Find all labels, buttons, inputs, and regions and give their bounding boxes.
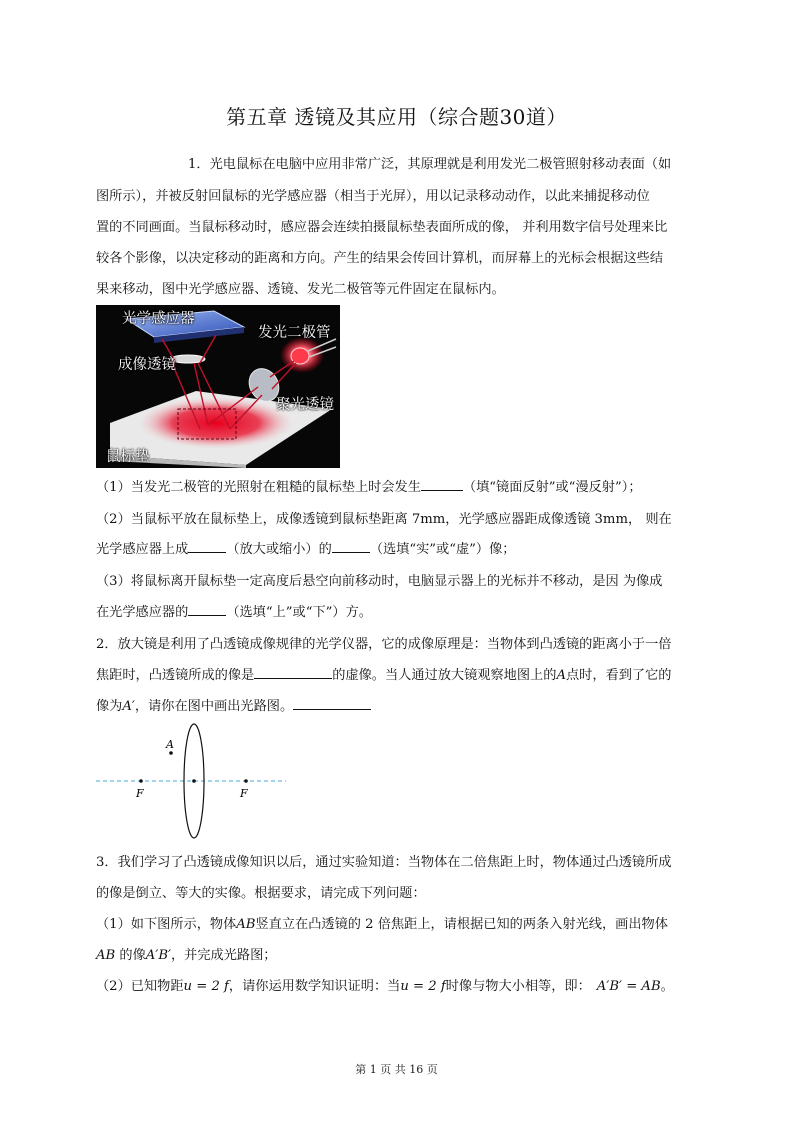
q2-line-2-text-c: 点时，看到了它的 [565, 668, 672, 683]
q3-equation-u-2f: u = 2 f [183, 979, 229, 994]
q2-line-3 [96, 695, 698, 714]
q1-answer-blank-4[interactable] [188, 601, 226, 616]
q1-sub-2-line-2 [96, 538, 698, 557]
mouse-pad-label: 鼠标垫 [106, 449, 150, 465]
q3-sub-2-text-a: （2）已知物距 [96, 979, 184, 994]
mouse-optics-figure [96, 305, 340, 468]
q1-sub-1-text: （1）当发光二极管的光照射在粗糙的鼠标垫上时会发生 [96, 480, 421, 495]
q1-sub-2-text-a: 光学感应器上成 [96, 542, 189, 557]
point-a-dot [169, 751, 173, 755]
q3-sub-1-text-c: 的像 [115, 948, 146, 963]
imaging-lens-label: 成像透镜 [118, 357, 176, 373]
q2-point-a: A [556, 668, 566, 683]
q1-line-3: 置的不同画面。当鼠标移动时，感应器会连续拍摄鼠标垫表面所成的像， 并利用数字信号处理来比 [96, 220, 668, 235]
q2-line-2-text-a: 焦距时，凸透镜所成的像是 [96, 668, 255, 683]
condenser-lens-label: 聚光透镜 [276, 397, 334, 413]
q3-sub-1-text-a: （1）如下图所示，物体 [96, 917, 237, 932]
q2-answer-blank-2[interactable] [293, 695, 371, 710]
q2-answer-blank-1[interactable] [254, 664, 332, 679]
lens-diagram [94, 722, 294, 846]
q3-sub-2-text-c: 时像与物大小相等，即： [445, 979, 591, 994]
q2-point-a-prime: A′ [122, 699, 135, 714]
q1-line-5: 果来移动，图中光学感应器、透镜、发光二极管等元件固定在鼠标内。 [96, 282, 505, 297]
point-a-label: A [166, 738, 174, 751]
q2-line-1: 2．放大镜是利用了凸透镜成像规律的光学仪器，它的成像原理是：当物体到凸透镜的距离小于一倍 [96, 637, 672, 652]
q3-equation-u-2f-2: u = 2 f [400, 979, 446, 994]
q3-sub-2 [96, 975, 698, 994]
q1-answer-blank-3[interactable] [332, 538, 370, 553]
q2-line-3-text-b: ，请你在图中画出光路图。 [134, 699, 294, 714]
q1-line-1: 1．光电鼠标在电脑中应用非常广泛，其原理就是利用发光二极管照射移动表面（如 [188, 157, 672, 172]
sensor-label: 光学感应器 [122, 311, 195, 327]
q1-sub-3-text-a: 在光学感应器的 [96, 605, 189, 620]
q3-object-ab-2: AB [96, 948, 116, 963]
q1-sub-1 [96, 476, 698, 495]
focus-left-label: F [136, 787, 144, 800]
q2-line-2 [96, 664, 698, 683]
q3-object-ab: AB [236, 917, 256, 932]
q3-equation-ab-equal: A′B′ = AB [596, 979, 661, 994]
q1-sub-3-line-1: （3）将鼠标离开鼠标垫一定高度后悬空向前移动时，电脑显示器上的光标并不移动，是因 为像成 [96, 574, 663, 589]
q1-answer-blank-1[interactable] [421, 476, 463, 491]
q3-line-1: 3．我们学习了凸透镜成像知识以后，通过实验知道：当物体在二倍焦距上时，物体通过凸透镜所成 [96, 855, 672, 870]
q1-answer-blank-2[interactable] [188, 538, 226, 553]
q1-sub-1-hint: （填“镜面反射”或“漫反射”）； [462, 480, 642, 495]
q1-sub-2-text-c: （选填“实”或“虚”）像； [369, 542, 516, 557]
focus-left-dot [139, 779, 143, 783]
q1-sub-2-line-1: （2）当鼠标平放在鼠标垫上，成像透镜到鼠标垫距离 7mm，光学感应器距成像透镜 3mm， 则在 [96, 512, 672, 527]
q3-sub-2-text-b: ，请你运用数学知识证明：当 [228, 979, 401, 994]
q1-sub-3-text-b: （选填“上”或“下”）方。 [226, 605, 372, 620]
q1-sub-3-line-2 [96, 601, 698, 620]
q3-image-a-prime-b-prime: A′B′ [145, 948, 171, 963]
q3-sub-1-line-1 [96, 913, 698, 932]
q3-sub-1-line-2 [96, 944, 698, 963]
q2-line-3-text-a: 像为 [96, 699, 123, 714]
page-title: 第五章 透镜及其应用（综合题30道） [226, 105, 567, 129]
page-footer: 第 1 页 共 16 页 [355, 1063, 438, 1076]
q3-sub-1-text-d: ，并完成光路图； [171, 948, 277, 963]
q1-line-4: 较各个影像，以决定移动的距离和方向。产生的结果会传回计算机，而屏幕上的光标会根据这些结 [96, 251, 664, 266]
q1-sub-2-text-b: （放大或缩小）的 [226, 542, 332, 557]
q3-sub-1-text-b: 竖直立在凸透镜的 2 倍焦距上，请根据已知的两条入射光线，画出物体 [255, 917, 668, 932]
q3-sub-2-text-d: 。 [660, 979, 674, 994]
led-label: 发光二极管 [258, 325, 331, 341]
q3-line-2: 的像是倒立、等大的实像。根据要求，请完成下列问题： [96, 886, 426, 901]
focus-right-dot [244, 779, 248, 783]
optical-center-dot [192, 779, 196, 783]
q1-line-2: 图所示），并被反射回鼠标的光学感应器（相当于光屏），用以记录移动动作，以此来捕捉移动位 [96, 189, 650, 204]
focus-right-label: F [240, 787, 248, 800]
q2-line-2-text-b: 的虚像。当人通过放大镜观察地图上的 [332, 668, 557, 683]
